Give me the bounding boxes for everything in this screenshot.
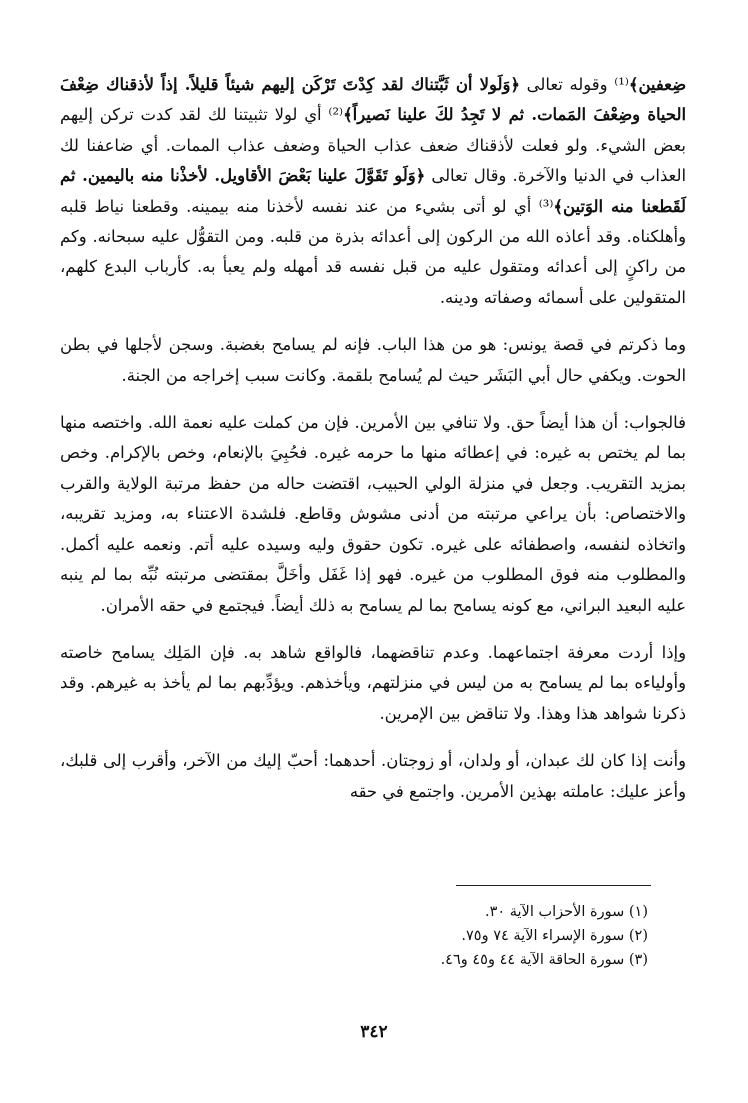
commentary-text: ⁽²⁾ أي لولا تثبيتنا لك لقد كدت تركن إليهم بعض الشيء. ولو فعلت لأذقناك ضعف عذاب الحياة وضعف عذاب الممات. أي ضاعفنا لك العذاب في الدنيا والآخرة. وقال تعالى [60,105,687,186]
paragraph-1 [60,70,686,313]
quran-verse: ﴿وَلَو تَقَوَّلَ علينا بَعْضَ الأقاويل. لأخذْنا منه باليمين. ثم لَقَطعنا منه الوَتين﴾ [60,166,687,216]
commentary-text: فالجواب: أن هذا أيضاً حق. ولا تنافي بين الأمرين. فإن من كملت عليه نعمة الله. واختصه منها بما لم يختص به غيره: في إعطائه منها ما حرمه غيره. فحُبِيَ بالإنعام، وخص بالإكرام. وخص بمزيد التقريب. وجعل في منزلة الولي الحبيب، اقتضت حاله من حفظ مرتبة الولاية والقرب والاختصاص: بأن يراعي مرتبته من أدنى مشوش وقاطع. فلشدة الاعتناء به، ومزيد تقريبه، واتخاذه لنفسه، واصطفائه على غيره. تكون حقوق وليه وسيده عليه أتم. ونعمه عليه أكمل. والمطلوب منه فوق المطلوب من غيره. فهو إذا غَفَل وأخَلَّ بمقتضى مرتبته نُبِّه بما لم ينبه عليه البعيد البراني، مع كونه يسامح بما لم يسامح به ذلك أيضاً. فيجتمع في حقه الأمران. [60,413,686,615]
commentary-text: ⁽¹⁾ وقوله تعالى [519,75,629,94]
body-text [60,70,686,807]
quran-verse: ضِعفين﴾ [628,75,686,94]
page-number: ٣٤٢ [360,1022,388,1042]
paragraph-5 [60,746,686,807]
quran-verse: ﴿وَلَولا أن ثَبَّتناك لقد كِدْتَ تَرْكَن إليهم شيئاً قليلاً. إذاً لأذقناك ضِعْفَ الحياة وضِعْفَ المَمات. ثم لا تَجِدُ لكَ علينا نَصيراً﴾ [60,75,687,125]
commentary-text: وما ذكرتم في قصة يونس: هو من هذا الباب. فإنه لم يسامح بغضبة. وسجن لأجلها في بطن الحوت. ويكفي حال أبي البَشَر حيث لم يُسامح بلقمة. وكانت سبب إخراجه من الجنة. [60,335,686,385]
footnote-1: (١) سورة الأحزاب الآية ٣٠. [484,904,648,920]
commentary-text: وأنت إذا كان لك عبدان، أو ولدان، أو زوجتان. أحدهما: أحبّ إليك من الآخر، وأقرب إلى قلبك، وأعز عليك: عاملته بهذين الأمرين. واجتمع في حقه [60,751,686,801]
commentary-text: وإذا أردت معرفة اجتماعهما. وعدم تناقضهما، فالواقع شاهد به. فإن المَلِك يسامح خاصته وأولياءه بما لم يسامح به من ليس في منزلتهم، ويأخذهم. ويؤدِّبهم بما لم يأخذ به غيرهم. وقد ذكرنا شواهد هذا وهذا. ولا تناقض بين الإمرين. [60,642,686,723]
commentary-text: ⁽³⁾ أي لو أتى بشيء من عند نفسه لأخذنا منه بيمينه. وقطعنا نياط قلبه وأهلكناه. وقد أعاذه الله من الركون إلى أعدائه بذرة من قلبه. ومن التقوُّل عليه سبحانه. وكم من راكنٍ إلى أعدائه ومتقول عليه من قبل نفسه قد أمهله ولم يعبأ به. كأرباب البدع كلهم، المتقولين على أسمائه وصفاته ودينه. [60,196,686,307]
paragraph-2 [60,330,686,391]
footnotes [288,900,648,972]
footnote-2: (٢) سورة الإسراء الآية ٧٤ و٧٥. [461,928,648,944]
footnote-divider [456,885,651,886]
paragraph-4 [60,638,686,729]
footnote-3: (٣) سورة الحاقة الآية ٤٤ و٤٥ و٤٦. [440,952,648,968]
paragraph-3 [60,408,686,621]
